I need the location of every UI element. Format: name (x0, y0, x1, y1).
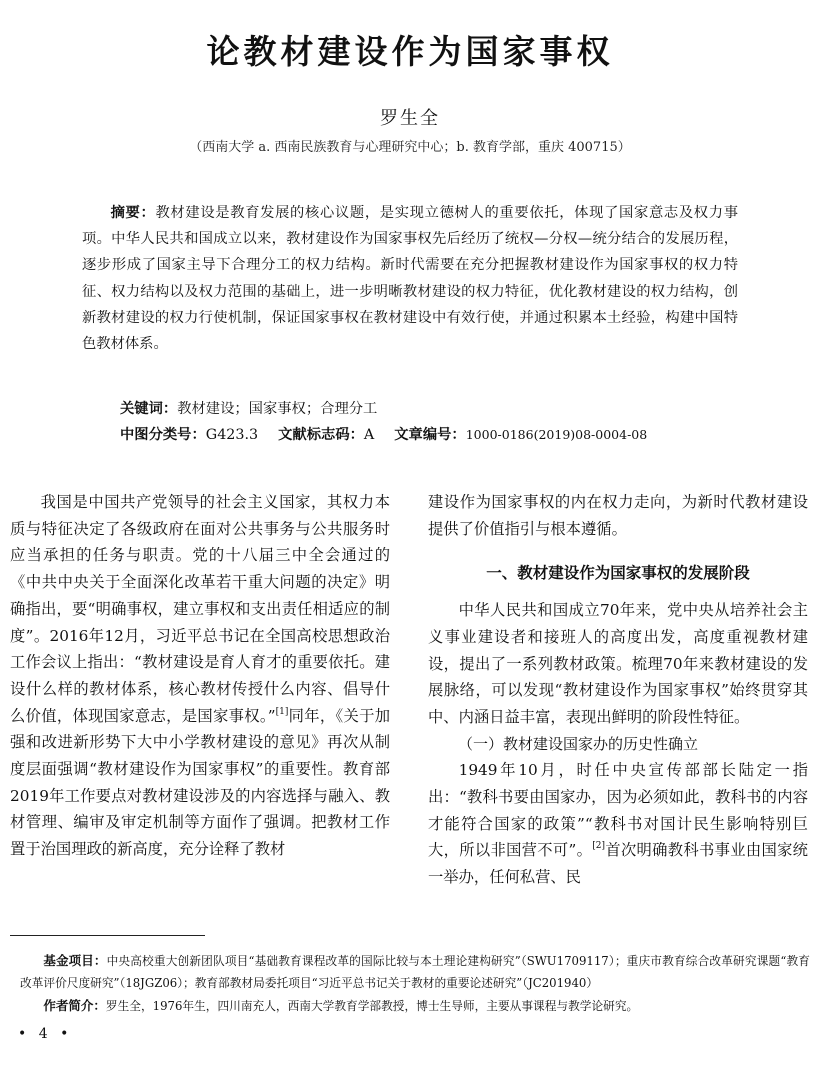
page-number: • 4 • (18, 1026, 73, 1042)
abstract-text: 教材建设是教育发展的核心议题，是实现立德树人的重要依托，体现了国家意志及权力事项。中华人民共和国成立以来，教材建设作为国家事权先后经历了统权—分权—统分结合的发展历程，逐步形成了国家主导下合理分工的权力结构。新时代需要在充分把握教材建设作为国家事权的权力特征、权力结构以及权力范围的基础上，进一步明晰教材建设的权力特征，优化教材建设的权力结构，创新教材建设的权力行使机制，保证国家事权在教材建设中有效行使，并通过积累本土经验，构建中国特色教材体系。 (82, 205, 739, 353)
paragraph-text: 首次明确教科书事业由国家统一举办，任何私营、民 (428, 841, 808, 887)
body-paragraph (428, 757, 808, 891)
section-heading: 一、教材建设作为国家事权的发展阶段 (486, 564, 750, 583)
reference-marker[interactable]: [2] (592, 841, 606, 852)
paragraph-text: 我国是中国共产党领导的社会主义国家，其权力本质与特征决定了各级政府在面对公共事务与公共服务时应当承担的任务与职责。党的十八届三中全会通过的《中共中央关于全面深化改革若干重大问题的决定》明确指出，要“明确事权，建立事权和支出责任相适应的制度”。2016年12月，习近平总书记在全国高校思想政治工作会议上指出：“教材建设是育人育才的重要依托。建设什么样的教材体系，核心教材传授什么内容、倡导什么价值，体现国家意志，是国家事权。” (10, 493, 390, 725)
bio-label: 作者简介： (43, 998, 106, 1013)
author-bio (20, 995, 810, 1017)
reference-marker[interactable]: [1] (275, 706, 289, 717)
clc-label: 中图分类号： (120, 427, 206, 443)
clc-code: G423.3 (205, 427, 259, 443)
body-paragraph (10, 489, 390, 863)
keywords-text: 教材建设；国家事权；合理分工 (177, 401, 378, 417)
footnote-divider (10, 935, 205, 936)
author-name: 罗生全 (380, 108, 440, 129)
keywords (120, 396, 377, 422)
doc-code: A (363, 427, 375, 443)
abstract-label: 摘要： (110, 205, 156, 221)
doc-code-label: 文献标志码： (278, 427, 364, 443)
funding-note (20, 950, 810, 994)
bio-text: 罗生全，1976年生，四川南充人，西南大学教育学部教授，博士生导师，主要从事课程与教学论研究。 (105, 999, 639, 1013)
paragraph-text: 同年，《关于加强和改进新形势下大中小学教材建设的意见》再次从制度层面强调“教材建设作为国家事权”的重要性。教育部2019年工作要点对教材建设涉及的内容选择与融入、教材管理、编审及审定机制等方面作了强调。把教材工作置于治国理政的新高度，充分诠释了教材 (10, 706, 391, 859)
subsection-heading: （一）教材建设国家办的历史性确立 (458, 734, 699, 753)
right-column (428, 489, 808, 891)
paper-title: 论教材建设作为国家事权 (206, 32, 614, 71)
abstract (82, 200, 738, 357)
body-paragraph-continued: 建设作为国家事权的内在权力走向，为新时代教材建设提供了价值指引与根本遵循。 (428, 493, 808, 538)
article-number-label: 文章编号： (394, 427, 466, 443)
body-paragraph: 中华人民共和国成立70年来，党中央从培养社会主义事业建设者和接班人的高度出发，高度重视教材建设，提出了一系列教材政策。梳理70年来教材建设的发展脉络，可以发现“教材建设作为国家事权”始终贯穿其中、内涵日益丰富，表现出鲜明的阶段性特征。 (428, 601, 808, 726)
paragraph-text: 1949年10月，时任中央宣传部部长陆定一指出：“教科书要由国家办，因为必须如此，教科书的内容才能符合国家的政策”“教科书对国计民生影响特别巨大，所以非国营不可”。 (428, 761, 808, 860)
article-number: 1000-0186(2019)08-0004-08 (465, 427, 648, 442)
classification-line (120, 422, 647, 448)
keywords-label: 关键词： (120, 401, 178, 417)
author-affiliation: （西南大学 a. 西南民族教育与心理研究中心；b. 教育学部，重庆 400715） (189, 140, 631, 155)
left-column (10, 489, 390, 863)
funding-label: 基金项目： (43, 953, 107, 968)
funding-text: 中央高校重大创新团队项目“基础教育课程改革的国际比较与本土理论建构研究”（SWU1709117）；重庆市教育综合改革研究课题“教育改革评价尺度研究”（18JGZ06）；教育部教材局委托项目“习近平总书记关于教材的重要论述研究”（JC201940） (20, 954, 810, 990)
